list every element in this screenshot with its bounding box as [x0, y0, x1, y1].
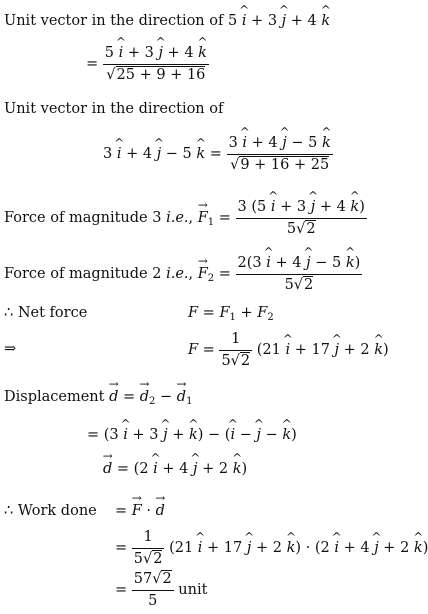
eq-displacement-expand: = (3 ^ i + 3 ^ j + ^ k) − (^ i − ^ j − ^ k): [87, 428, 297, 443]
text-unit-vector-1: Unit vector in the direction of 5 ^ i + 3 ^ j + 4 ^ k: [4, 14, 330, 29]
eq-net-force: $F = F_1 + F_2$: [188, 305, 274, 323]
eq-net-force-value: F = $\frac{1}{5√2}$ (21 ^ i + 17 ^ j + 2 ^ k): [188, 332, 389, 368]
implies-symbol: ⇒: [4, 341, 17, 357]
eq-displacement: Displacement → d = → $d_2$ − → $d_1$: [4, 390, 192, 407]
eq-unit-vector-1: = $\frac{5 \^{} i + 3 \^{} j + 4 \^{} k}{√25 + 9 + 16}$: [86, 46, 209, 82]
eq-displacement-result: → d = (2 ^ i + 4 ^ j + 2 ^ k): [103, 462, 247, 477]
eq-work-result: = $\frac{57√2}{5}$ unit: [115, 571, 208, 609]
text-net-force: ∴ Net force: [4, 305, 88, 321]
eq-work-done: = → F · → d: [115, 504, 165, 519]
text-work-done: ∴ Work done: [4, 503, 97, 519]
eq-unit-vector-2: 3 ^ i + 4 ^ j − 5 ^ k = $\frac{3 \^{} i + 4 \^{} j - 5 \^{} k}{√9 + 16 + 25}$: [103, 136, 333, 172]
text-unit-vector-2: Unit vector in the direction of: [4, 101, 224, 117]
eq-force-3: Force of magnitude 3 i.e., → $F_1$ = $\frac{3 (5 \^{} i + 3 \^{} j + 4 \^{} k)}{5√2}$: [4, 200, 367, 236]
eq-work-expand: = $\frac{1}{5√2}$ (21 ^ i + 17 ^ j + 2 ^ k) · (2 ^ i + 4 ^ j + 2 ^ k): [115, 530, 428, 566]
eq-force-2: Force of magnitude 2 i.e., → $F_2$ = $\frac{2(3 \^{} i + 4 \^{} j - 5 \^{} k)}{5√2}$: [4, 256, 362, 292]
